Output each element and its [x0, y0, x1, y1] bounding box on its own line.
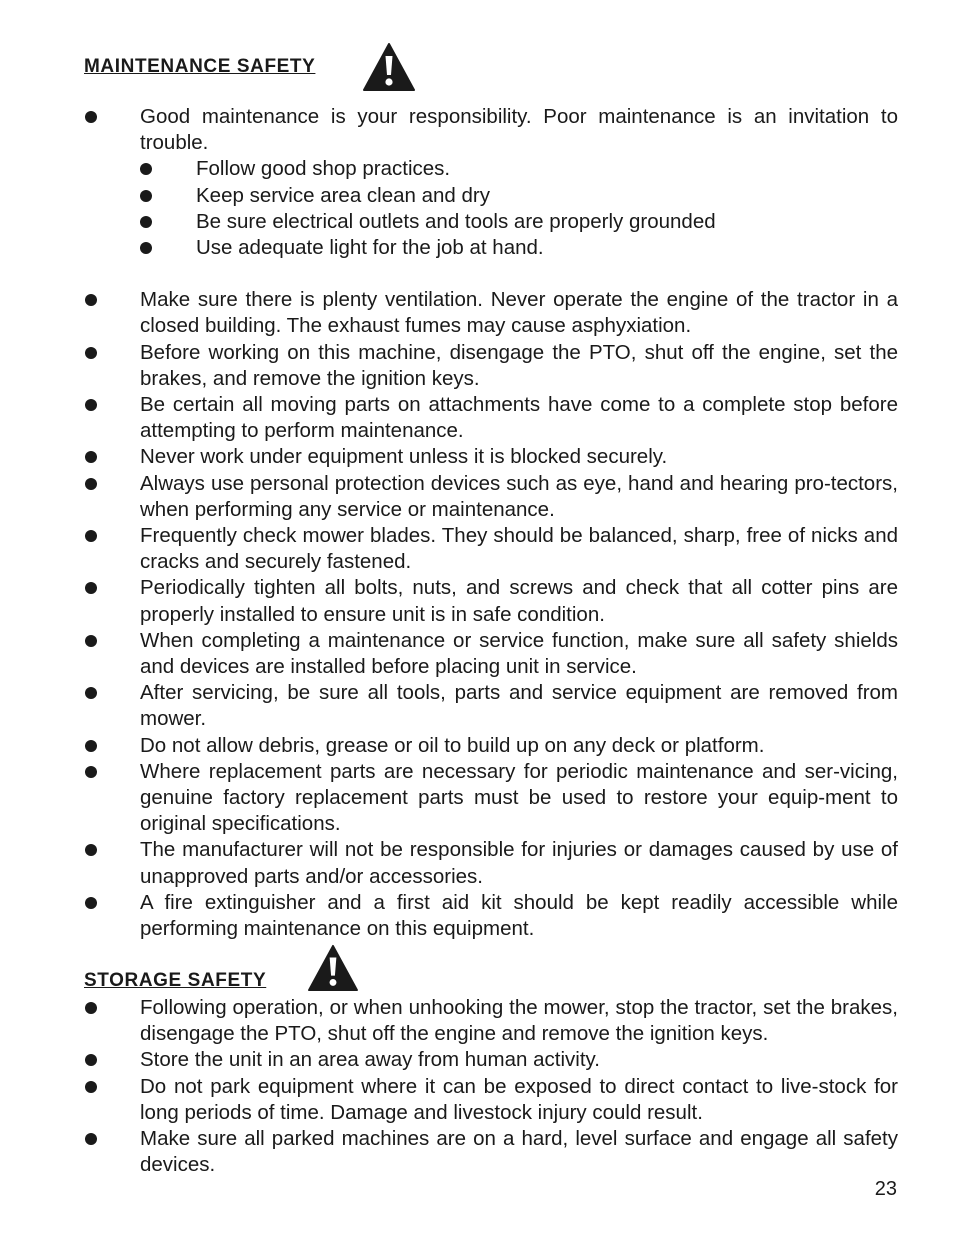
storage-item-text: Following operation, or when unhooking the mower, stop the tractor, set the brakes, disengage the PTO, shut off the engine and remove the ignition keys. [140, 996, 898, 1046]
bullet-icon [140, 163, 152, 175]
storage-item-text: Do not park equipment where it can be exposed to direct contact to live-stock for long periods of time. Damage and livestock injury could result. [140, 1074, 898, 1124]
maintenance-item-text: The manufacturer will not be responsible for injuries or damages caused by use of unapproved parts and/or accessories. [140, 838, 898, 888]
bullet-icon [85, 687, 97, 699]
storage-item [0, 995, 898, 1047]
shop-practice-item [140, 209, 898, 235]
maintenance-intro-item [0, 104, 898, 261]
maintenance-item-text: After servicing, be sure all tools, parts and service equipment are removed from mower. [140, 681, 898, 731]
maintenance-item [0, 523, 898, 575]
storage-item [0, 1047, 898, 1073]
storage-safety-heading: STORAGE SAFETY [84, 970, 267, 991]
shop-practice-text: Keep service area clean and dry [196, 183, 491, 207]
bullet-icon [85, 897, 97, 909]
maintenance-item [0, 444, 898, 470]
bullet-icon [85, 1133, 97, 1145]
maintenance-item [0, 837, 898, 889]
bullet-icon [85, 766, 97, 778]
maintenance-item [0, 759, 898, 838]
bullet-icon [85, 1054, 97, 1066]
maintenance-item-text: Be certain all moving parts on attachments have come to a complete stop before attempting to perform maintenance. [140, 393, 898, 443]
storage-item-text: Make sure all parked machines are on a hard, level surface and engage all safety devices. [140, 1127, 898, 1177]
bullet-icon [85, 451, 97, 463]
bullet-icon [85, 399, 97, 411]
storage-item [0, 1126, 898, 1178]
bullet-icon [140, 190, 152, 202]
bullet-icon [85, 294, 97, 306]
bullet-icon [140, 242, 152, 254]
shop-practice-item [140, 156, 898, 182]
maintenance-item [0, 680, 898, 732]
maintenance-item [0, 471, 898, 523]
bullet-icon [85, 740, 97, 752]
bullet-icon [85, 111, 97, 123]
maintenance-item-text: Never work under equipment unless it is blocked securely. [140, 445, 668, 469]
bullet-icon [85, 635, 97, 647]
bullet-icon [85, 1081, 97, 1093]
maintenance-item-text: Always use personal protection devices such as eye, hand and hearing pro-tectors, when performing any service or maintenance. [140, 471, 898, 521]
bullet-icon [85, 478, 97, 490]
maintenance-item [0, 890, 898, 942]
bullet-icon [85, 530, 97, 542]
shop-practice-item [140, 183, 898, 209]
storage-list [0, 995, 898, 1178]
bullet-icon [140, 216, 152, 228]
maintenance-item [0, 340, 898, 392]
maintenance-item [0, 575, 898, 627]
warning-triangle-icon [306, 944, 360, 992]
maintenance-item [0, 392, 898, 444]
shop-practice-text: Follow good shop practices. [196, 157, 451, 181]
maintenance-safety-heading: MAINTENANCE SAFETY [84, 56, 316, 77]
shop-practice-item [140, 235, 898, 261]
maintenance-item [0, 733, 898, 759]
maintenance-list [0, 104, 898, 942]
maintenance-item-text: Where replacement parts are necessary for periodic maintenance and ser-vicing, genuine factory replacement parts must be used to restore your equip-ment to original specifications. [140, 759, 898, 836]
bullet-icon [85, 844, 97, 856]
maintenance-item [0, 287, 898, 339]
maintenance-item [0, 628, 898, 680]
shop-practices-list [140, 156, 898, 261]
bullet-icon [85, 347, 97, 359]
maintenance-item-text: Frequently check mower blades. They should be balanced, sharp, free of nicks and cracks and securely fastened. [140, 524, 898, 574]
shop-practice-text: Use adequate light for the job at hand. [196, 236, 544, 260]
maintenance-item-text: Periodically tighten all bolts, nuts, and screws and check that all cotter pins are properly installed to ensure unit is in safe condition. [140, 576, 898, 626]
spacer [0, 261, 898, 287]
maintenance-item-text: Do not allow debris, grease or oil to build up on any deck or platform. [140, 733, 765, 757]
maintenance-item-text: Before working on this machine, disengage the PTO, shut off the engine, set the brakes, and remove the ignition keys. [140, 340, 898, 390]
storage-item [0, 1074, 898, 1126]
bullet-icon [85, 582, 97, 594]
shop-practice-text: Be sure electrical outlets and tools are properly grounded [196, 209, 716, 233]
warning-triangle-icon [362, 42, 416, 92]
maintenance-item-text: A fire extinguisher and a first aid kit should be kept readily accessible while performing maintenance on this equipment. [140, 890, 898, 941]
storage-item-text: Store the unit in an area away from human activity. [140, 1048, 600, 1072]
maintenance-item-text: Make sure there is plenty ventilation. Never operate the engine of the tractor in a closed building. The exhaust fumes may cause asphyxiation. [140, 288, 898, 338]
maintenance-intro-text: Good maintenance is your responsibility. Poor maintenance is an invitation to trouble. [140, 105, 898, 155]
maintenance-item-text: When completing a maintenance or service function, make sure all safety shields and devices are installed before placing unit in service. [140, 628, 898, 679]
bullet-icon [85, 1002, 97, 1014]
page-number: 23 [874, 1178, 897, 1200]
